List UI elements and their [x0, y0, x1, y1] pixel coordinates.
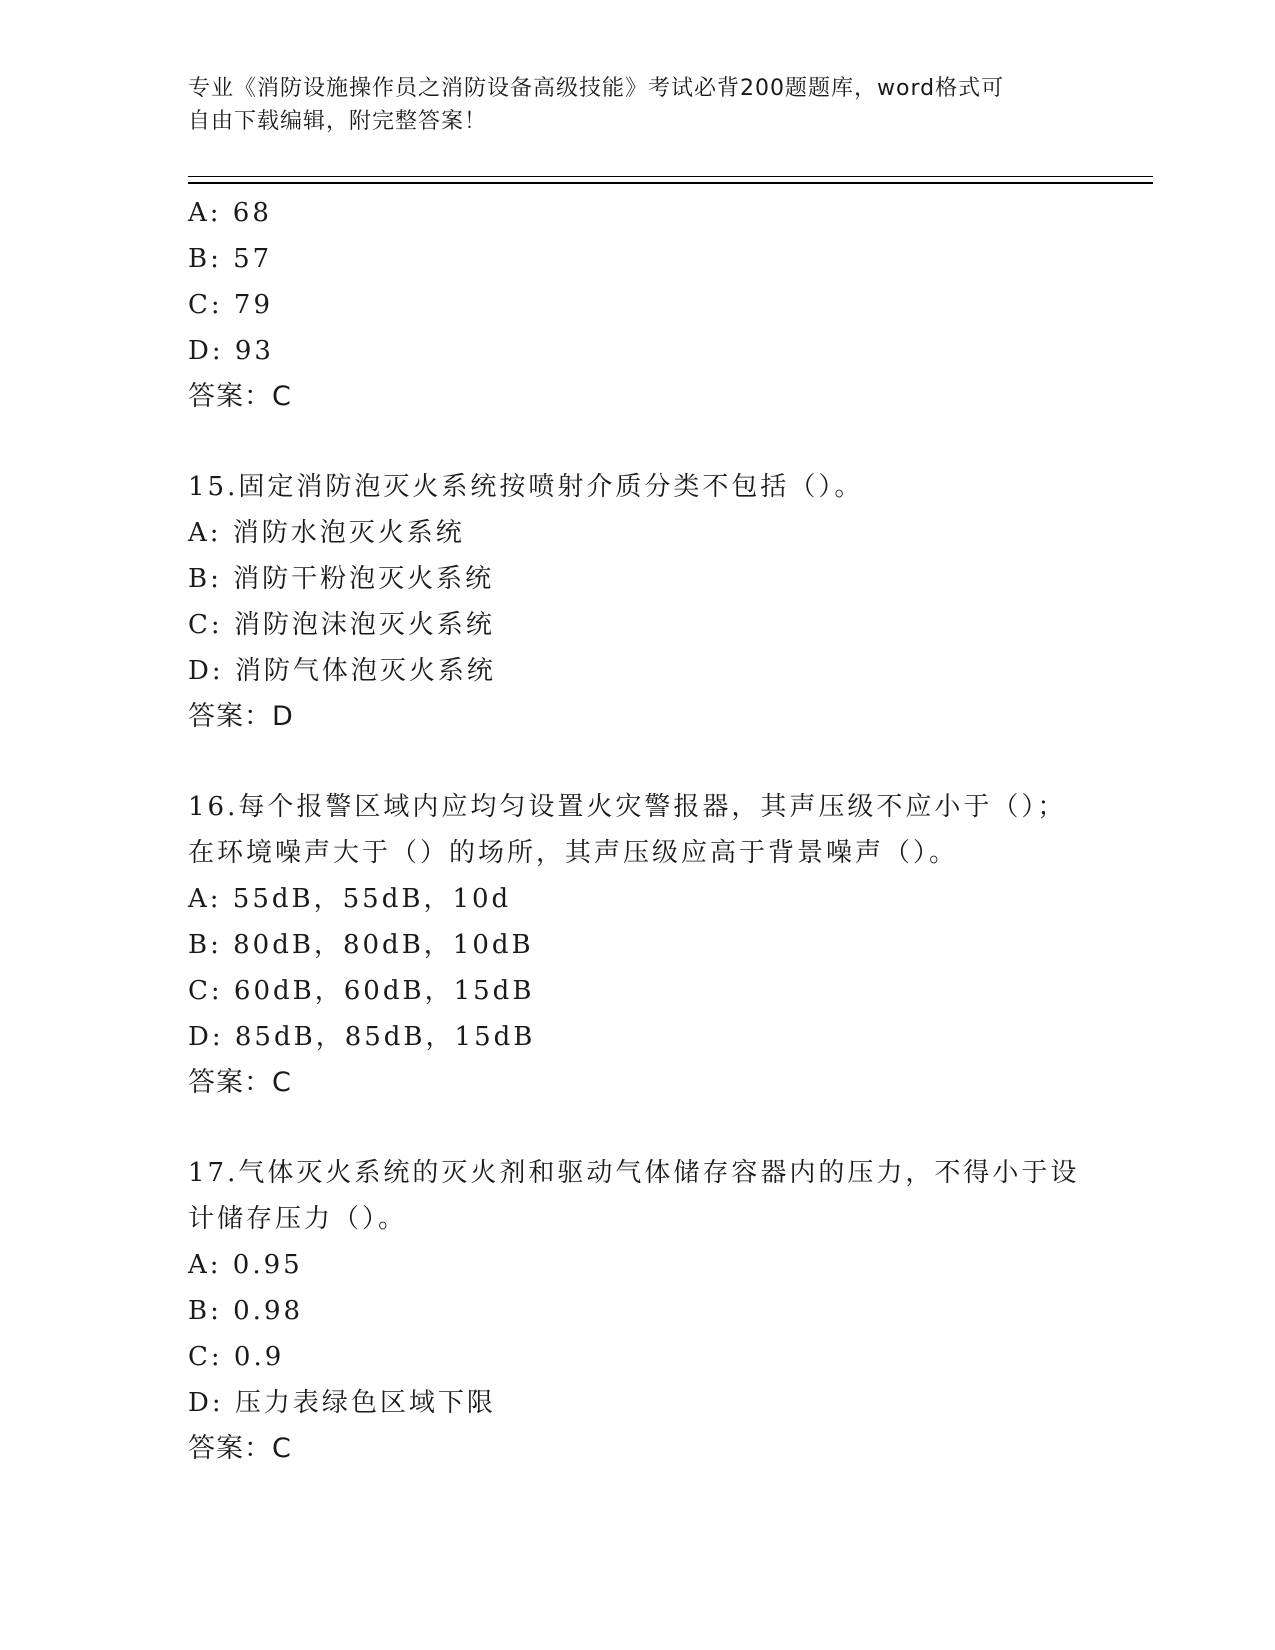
header-divider-thin: [188, 176, 1153, 177]
option-a: A: 0.95: [188, 1250, 303, 1280]
question-15-block: [188, 464, 1108, 740]
option-b: B: 消防干粉泡灭火系统: [188, 564, 495, 594]
document-header: [188, 72, 1068, 138]
question-text-line-2: 计储存压力（）。: [188, 1204, 408, 1234]
option-c: C: 60dB，60dB，15dB: [188, 976, 535, 1006]
header-divider-thick: [188, 182, 1153, 184]
question-text-line-1: 16.每个报警区域内应均匀设置火灾警报器，其声压级不应小于（）；: [188, 792, 1067, 822]
answer-line: 答案：C: [188, 381, 292, 412]
spacer: [188, 1106, 1108, 1150]
option-b: B: 57: [188, 244, 273, 274]
question-14-block: [188, 190, 1108, 420]
option-c: C: 消防泡沫泡灭火系统: [188, 610, 495, 640]
question-text: 15.固定消防泡灭火系统按喷射介质分类不包括（）。: [188, 472, 864, 502]
spacer: [188, 740, 1108, 784]
option-a: A: 消防水泡灭火系统: [188, 518, 465, 548]
option-c: C: 0.9: [188, 1342, 285, 1372]
answer-line: 答案：D: [188, 701, 294, 732]
header-line-2: 自由下载编辑，附完整答案！: [188, 109, 488, 134]
question-16-block: [188, 784, 1108, 1106]
option-d: D: 85dB，85dB，15dB: [188, 1022, 536, 1052]
option-d: D: 消防气体泡灭火系统: [188, 656, 496, 686]
option-c: C: 79: [188, 290, 274, 320]
option-d: D: 压力表绿色区域下限: [188, 1388, 496, 1418]
header-line-1: 专业《消防设施操作员之消防设备高级技能》考试必背200题题库，word格式可: [188, 76, 1005, 101]
spacer: [188, 420, 1108, 464]
option-a: A: 55dB，55dB，10d: [188, 884, 512, 914]
answer-line: 答案：C: [188, 1067, 292, 1098]
answer-line: 答案：C: [188, 1433, 292, 1464]
question-list: [188, 190, 1108, 1472]
question-17-block: [188, 1150, 1108, 1472]
option-b: B: 80dB，80dB，10dB: [188, 930, 534, 960]
option-a: A: 68: [188, 198, 272, 228]
question-text-line-2: 在环境噪声大于（）的场所，其声压级应高于背景噪声（）。: [188, 838, 959, 868]
option-d: D: 93: [188, 336, 274, 366]
option-b: B: 0.98: [188, 1296, 304, 1326]
question-text-line-1: 17.气体灭火系统的灭火剂和驱动气体储存容器内的压力，不得小于设: [188, 1158, 1080, 1188]
